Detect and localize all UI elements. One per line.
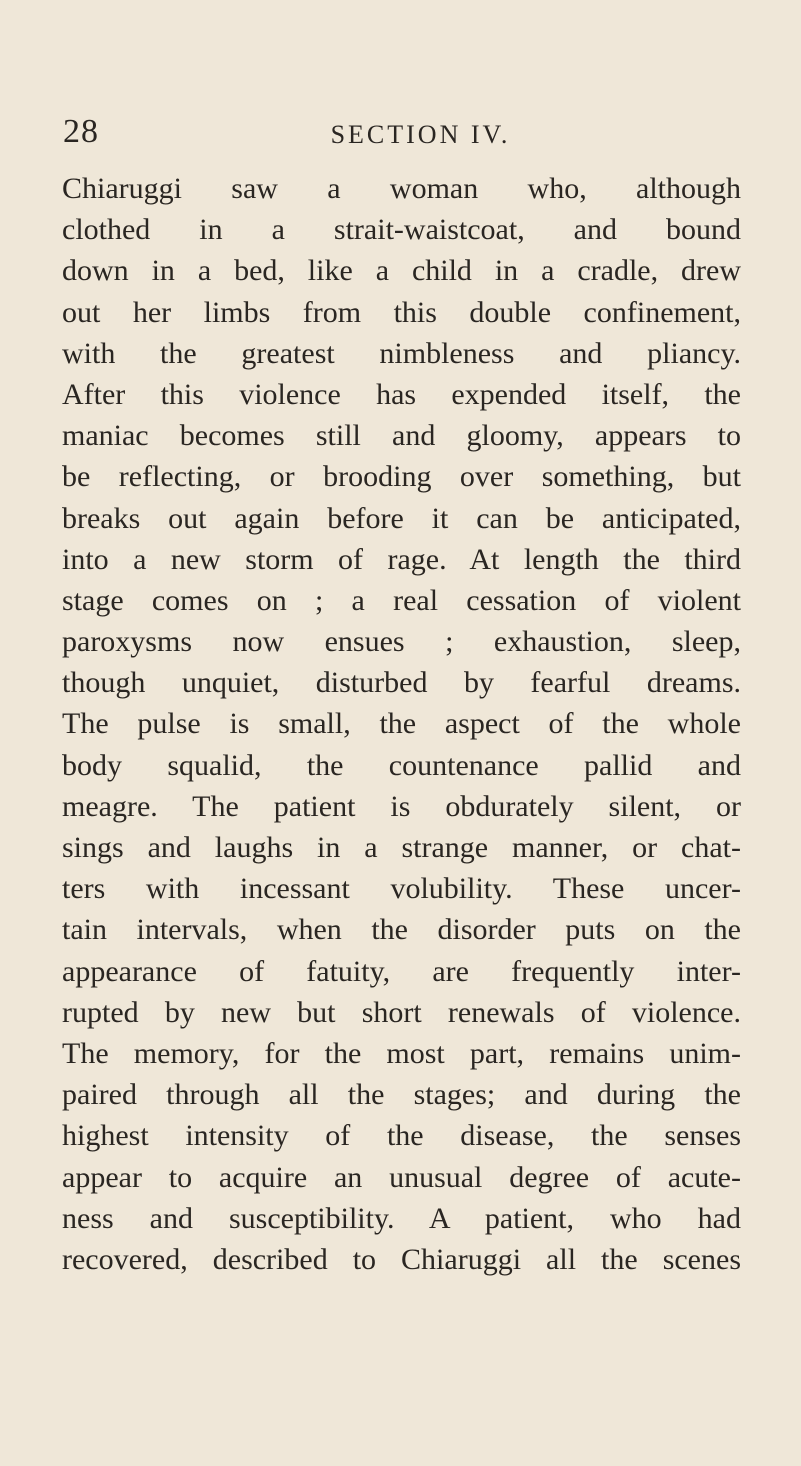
text-line: paired through all the stages; and during the: [62, 1078, 741, 1112]
text-line: tain intervals, when the disorder puts on the: [62, 913, 741, 947]
text-line: The pulse is small, the aspect of the whole: [62, 707, 741, 741]
text-line: clothed in a strait-waistcoat, and bound: [62, 213, 741, 247]
text-line: stage comes on ; a real cessation of violent: [62, 583, 741, 617]
text-line: After this violence has expended itself, the: [62, 377, 741, 411]
text-line: with the greatest nimbleness and pliancy.: [62, 336, 741, 370]
text-line: be reflecting, or brooding over something, but: [62, 460, 741, 494]
running-head: SECTION IV.: [330, 120, 511, 149]
text-line: out her limbs from this double confinement,: [62, 295, 741, 329]
text-line: into a new storm of rage. At length the third: [62, 542, 741, 576]
text-line: The memory, for the most part, remains unim-: [62, 1036, 741, 1070]
text-line: paroxysms now ensues ; exhaustion, sleep,: [62, 625, 741, 659]
text-line: body squalid, the countenance pallid and: [62, 748, 741, 782]
text-line: appearance of fatuity, are frequently inter-: [62, 954, 741, 988]
text-line: rupted by new but short renewals of violence.: [62, 995, 741, 1029]
text-line: meagre. The patient is obdurately silent, or: [62, 789, 741, 823]
text-line: breaks out again before it can be anticipated,: [62, 501, 741, 535]
text-line: ters with incessant volubility. These uncer-: [62, 872, 741, 906]
text-line: Chiaruggi saw a woman who, although: [62, 172, 741, 205]
text-line: sings and laughs in a strange manner, or chat-: [62, 831, 741, 864]
text-line: down in a bed, like a child in a cradle, drew: [62, 254, 741, 288]
text-line: recovered, described to Chiaruggi all the scenes: [62, 1242, 741, 1276]
text-line: appear to acquire an unusual degree of acute-: [62, 1160, 741, 1194]
text-line: ness and susceptibility. A patient, who had: [62, 1201, 741, 1235]
text-line: maniac becomes still and gloomy, appears to: [62, 419, 741, 453]
page-number: 28: [63, 113, 99, 150]
body-paragraph: [62, 168, 741, 1280]
text-line: highest intensity of the disease, the senses: [62, 1119, 741, 1153]
text-line: though unquiet, disturbed by fearful dreams.: [62, 666, 741, 700]
